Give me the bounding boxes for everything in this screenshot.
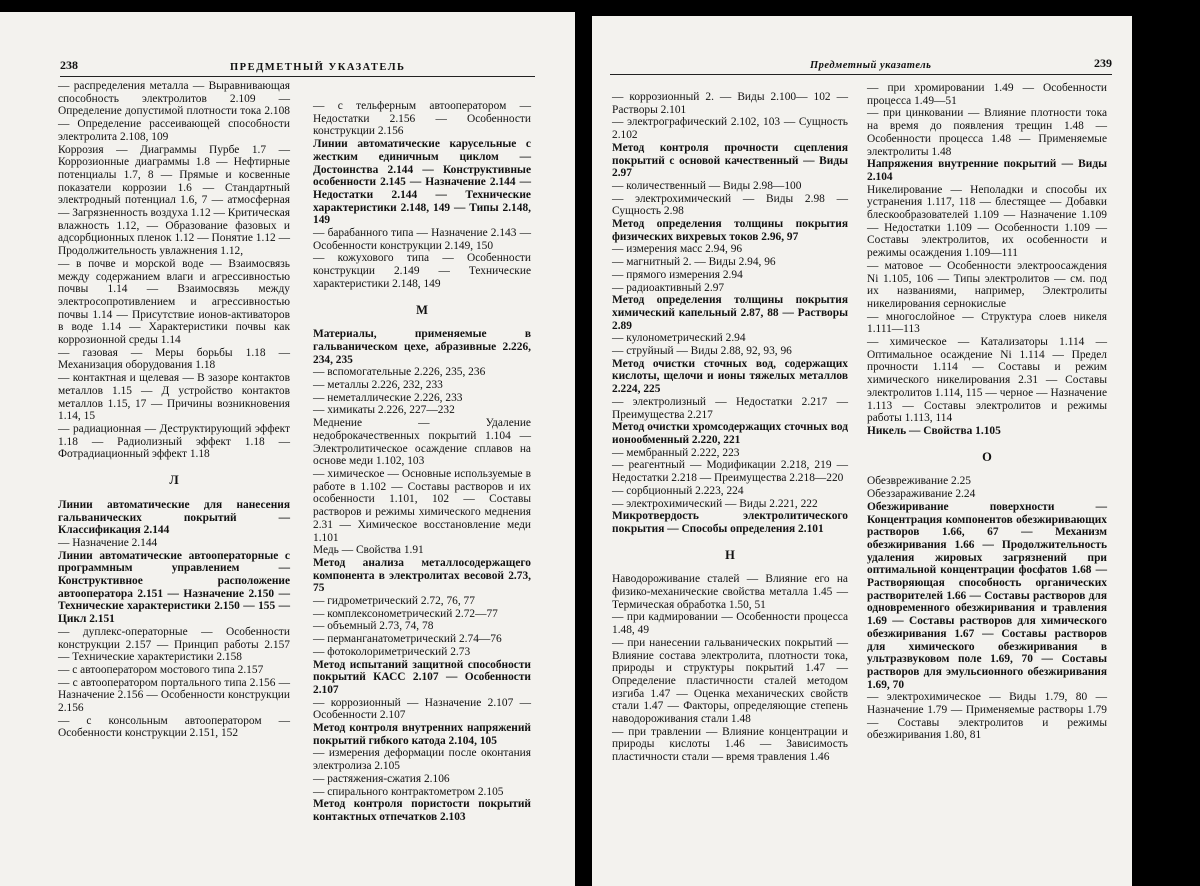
- index-entry: — неметаллические 2.226, 233: [313, 391, 463, 404]
- page-number-left: 238: [60, 58, 78, 72]
- index-entry: Метод испытаний защитной способности покрытий КАСС 2.107 — Особенности 2.107: [313, 658, 531, 696]
- index-entry: — при хромировании 1.49 — Особенности процесса 1.49—51: [867, 82, 1107, 107]
- index-entry: — электрографический 2.102, 103 — Сущность 2.102: [612, 116, 848, 142]
- index-entry: — перманганатометрический 2.74—76: [313, 633, 502, 646]
- index-entry: — комплексонометрический 2.72—77: [313, 607, 498, 620]
- index-entry: Никель — Свойства 1.105: [867, 424, 1001, 437]
- index-entry: Коррозия — Диаграммы Пурбе 1.7 — Коррозионные диаграммы 1.8 — Нефтирные потенциалы 1.7, 8 — Прямые и косвенные показатели коррозии 1.6 — Стандартный электродный потенциал 1.6, 7 — атмосферная — Загрязненность воздуха 1.12 — Критическая влажность 1.12, — Образование фазовых и адсорбционных пленок 1.12 — Понятие 1.12 — Продолжительность увлажнения 1.12,: [58, 143, 290, 258]
- index-entry: — коррозионный 2. — Виды 2.100— 102 — Растворы 2.101: [612, 91, 848, 116]
- index-entry: Напряжения внутренние покрытий — Виды 2.104: [867, 158, 1107, 183]
- index-entry: — электрохимический — Виды 2.221, 222: [612, 497, 818, 510]
- index-entry: — в почве и морской воде — Взаимосвязь между содержанием влаги и агрессивностью почвы 1.14 — Взаимосвязь между электросопротивлением и агрессивностью почвы 1.14 — Присутствие ионов-активаторов в воде 1.14 — Характеристики почвы как коррозионной среды 1.14: [58, 257, 290, 347]
- index-entry: Метод определения толщины покрытия физических вихревых токов 2.96, 97: [612, 218, 848, 243]
- index-entry: — количественный — Виды 2.98—100: [612, 179, 802, 192]
- index-entry: — мембранный 2.222, 223: [612, 446, 740, 459]
- index-entry: Наводороживание сталей — Влияние его на физико-механические свойства металла 1.45 — Термическая обработка 1.50, 51: [612, 573, 848, 611]
- index-column-right-b: [867, 82, 1107, 742]
- index-entry: Метод контроля внутренних напряжений покрытий гибкого катода 2.104, 105: [313, 722, 531, 747]
- index-column-right-a: [612, 91, 848, 764]
- index-entry: Метод очистки хромсодержащих сточных вод ионообменный 2.220, 221: [612, 421, 848, 446]
- index-entry: Обезвреживание 2.25: [867, 475, 971, 488]
- index-entry: Никелирование — Неполадки и способы их устранения 1.117, 118 — блестящее — Добавки блескообразователей 1.109 — Назначение 1.109 — Недостатки 1.109 — Особенности 1.109 — Составы электролитов, их особенности и режимы осаждения 1.109—111: [867, 183, 1107, 260]
- index-entry: — барабанного типа — Назначение 2.143 — Особенности конструкции 2.149, 150: [313, 227, 531, 252]
- section-letter: М: [416, 302, 428, 317]
- index-entry: — радиоактивный 2.97: [612, 281, 725, 294]
- index-entry: — гидрометрический 2.72, 76, 77: [313, 595, 475, 608]
- index-entry: — электрохимический — Виды 2.98 — Сущность 2.98: [612, 192, 848, 218]
- index-entry: — с тельферным автооператором — Недостатки 2.156 — Особенности конструкции 2.156: [313, 100, 531, 138]
- index-entry: Микротвердость электролитического покрытия — Способы определения 2.101: [612, 510, 848, 535]
- index-column-left-a: [58, 80, 290, 740]
- section-letter: О: [982, 449, 992, 464]
- index-entry: — электролизный — Недостатки 2.217 — Преимущества 2.217: [612, 395, 848, 421]
- index-entry: Меднение — Удаление недоброкачественных покрытий 1.104 — Электролитическое осаждение сплавов на основе меди 1.102, 103: [313, 417, 531, 468]
- index-entry: — химикаты 2.226, 227—232: [313, 404, 455, 417]
- running-head-left: [60, 56, 535, 77]
- index-entry: — радиационная — Деструктирующий эффект 1.18 — Радиолизный эффект 1.18 — Фотрадиационный эффект 1.18: [58, 422, 290, 461]
- index-entry: — контактная и щелевая — В зазоре контактов металлов 1.15 — Д устройство контактов металлов 1.15, 17 — Причины возникновения 1.14, 15: [58, 372, 290, 423]
- index-entry: Линии автоматические для нанесения гальванических покрытий — Классификация 2.144: [58, 498, 290, 537]
- running-title-right: Предметный указатель: [810, 60, 932, 71]
- index-entry: — при травлении — Влияние концентрации и природы кислоты 1.46 — Зависимость пластичности стали — время травления 1.46: [612, 725, 848, 764]
- index-entry: — Назначение 2.144: [58, 536, 158, 549]
- page-number-right: 239: [1094, 56, 1112, 70]
- index-entry: Линии автоматические карусельные с жестким единичным циклом — Достоинства 2.144 — Конструктивные особенности 2.145 — Назначение 2.144 — Недостатки 2.144 — Технические характеристики 2.148, 149 — Типы 2.148, 149: [313, 138, 531, 227]
- index-entry: — вспомогательные 2.226, 235, 236: [313, 366, 486, 379]
- index-entry: — кожухового типа — Особенности конструкции 2.149 — Технические характеристики 2.148, 149: [313, 252, 531, 290]
- index-entry: Обеззараживание 2.24: [867, 488, 976, 501]
- index-entry: Метод контроля прочности сцепления покрытий с основой качественный — Виды 2.97: [612, 141, 848, 180]
- index-entry: Материалы, применяемые в гальваническом цехе, абразивные 2.226, 234, 235: [313, 328, 531, 366]
- section-letter: Н: [725, 547, 735, 562]
- index-entry: — с автооператором мостового типа 2.157: [58, 663, 264, 676]
- index-entry: — магнитный 2. — Виды 2.94, 96: [612, 256, 776, 269]
- index-entry: — металлы 2.226, 232, 233: [313, 379, 443, 392]
- index-entry: — кулонометрический 2.94: [612, 332, 746, 345]
- index-entry: Метод определения толщины покрытия химический капельный 2.87, 88 — Растворы 2.89: [612, 294, 848, 332]
- left-page: [0, 12, 575, 886]
- index-entry: — прямого измерения 2.94: [612, 268, 743, 281]
- index-entry: — коррозионный — Назначение 2.107 — Особенности 2.107: [313, 696, 531, 722]
- book-gutter: [575, 0, 592, 886]
- index-entry: Линии автоматические автооператорные с программным управлением — Конструктивное расположение автооператора 2.151 — Назначение 2.150 — Технические характеристики 2.150 — 155 — Цикл 2.151: [58, 549, 290, 626]
- index-entry: Метод анализа металлосодержащего компонента в электролитах весовой 2.73, 75: [313, 556, 531, 595]
- index-entry: — химическое — Основные используемые в работе в 1.102 — Составы растворов и их особенности 1.101, 102 — Составы растворов и режимы химического меднения 2.31 — Химическое восстановление меди 1.101: [313, 467, 531, 544]
- index-entry: — фотоколориметрический 2.73: [313, 645, 471, 658]
- right-page: [592, 16, 1132, 886]
- index-column-left-b: [313, 100, 531, 824]
- index-entry: Метод контроля пористости покрытий контактных отпечатков 2.103: [313, 798, 531, 823]
- index-entry: — при нанесении гальванических покрытий — Влияние состава электролита, плотности тока, природы и структуры покрытий 1.47 — Определение пластичности сталей методом изгиба 1.47 — Оценка механических свойств стали 1.47 — Факторы, определяющие степень наводороживания стали 1.48: [612, 636, 848, 726]
- running-title-left: ПРЕДМЕТНЫЙ УКАЗАТЕЛЬ: [230, 62, 406, 73]
- index-entry: Медь — Свойства 1.91: [313, 544, 424, 557]
- index-entry: Метод очистки сточных вод, содержащих кислоты, щелочи и ионы тяжелых металлов 2.224, 225: [612, 357, 848, 396]
- index-entry: — при кадмировании — Особенности процесса 1.48, 49: [612, 611, 848, 637]
- index-entry: — измерения деформации после оконтания электролиза 2.105: [313, 747, 531, 773]
- index-entry: — растяжения-сжатия 2.106: [313, 772, 450, 785]
- index-entry: — сорбционный 2.223, 224: [612, 484, 744, 497]
- index-entry: — распределения металла — Выравнивающая способность электролитов 2.109 — Определение допустимой плотности тока 2.108 — Определение рассеивающей способности электролита 2.108, 109: [58, 80, 290, 143]
- index-entry: — многослойное — Структура слоев никеля 1.111—113: [867, 310, 1107, 336]
- index-entry: — при цинковании — Влияние плотности тока на время до появления трещин 1.48 — Особенности процесса 1.48 — Применяемые электролиты 1.48: [867, 107, 1107, 158]
- index-entry: — дуплекс-операторные — Особенности конструкции 2.157 — Принцип работы 2.157 — Технические характеристики 2.158: [58, 625, 290, 664]
- index-entry: — с консольным автооператором — Особенности конструкции 2.151, 152: [58, 714, 290, 740]
- section-letter: Л: [169, 473, 179, 488]
- index-entry: — объемный 2.73, 74, 78: [313, 620, 434, 633]
- index-entry: — матовое — Особенности электроосаждения Ni 1.105, 106 — Типы электролитов — см. под их названиями, например, Электролиты никелирования сернокислые: [867, 259, 1107, 310]
- index-entry: — измерения масс 2.94, 96: [612, 243, 743, 256]
- index-entry: — химическое — Катализаторы 1.114 — Оптимальное осаждение Ni 1.114 — Предел прочности 1.114 — Составы и режим химического никелирования 2.31 — Составы электролитов 1.114, 115 — черное — Назначение 1.113 — Составы электролитов и режимы работы 1.113, 114: [867, 336, 1107, 425]
- index-entry: Обезжиривание поверхности — Концентрация компонентов обезжиривающих растворов 1.66, 67 — Механизм обезжиривания 1.66 — Продолжительность удаления жировых загрязнений при оптимальной концентрации фосфатов 1.68 — Растворяющая способность органических растворителей 1.66 — Составы растворов для одновременного обезжиривания и травления 1.69 — Составы растворов для химического обезжиривания 1.67 — Составы растворов для химического обезжиривания в ультразвуковом поле 1.69, 70 — Составы растворов для эмульсионного обезжиривания 1.69, 70: [867, 500, 1107, 691]
- index-entry: — электрохимическое — Виды 1.79, 80 — Назначение 1.79 — Применяемые растворы 1.79 — Составы электролитов и режимы обезжиривания 1.80, 81: [867, 691, 1107, 742]
- index-entry: — спирального контрактометром 2.105: [313, 785, 504, 798]
- index-entry: — газовая — Меры борьбы 1.18 — Механизация оборудования 1.18: [58, 346, 290, 372]
- index-entry: — реагентный — Модификации 2.218, 219 — Недостатки 2.218 — Преимущества 2.218—220: [612, 459, 848, 485]
- index-entry: — с автооператором портального типа 2.156 — Назначение 2.156 — Особенности конструкции 2.156: [58, 676, 290, 715]
- running-head-right: [610, 54, 1112, 75]
- index-entry: — струйный — Виды 2.88, 92, 93, 96: [612, 345, 792, 358]
